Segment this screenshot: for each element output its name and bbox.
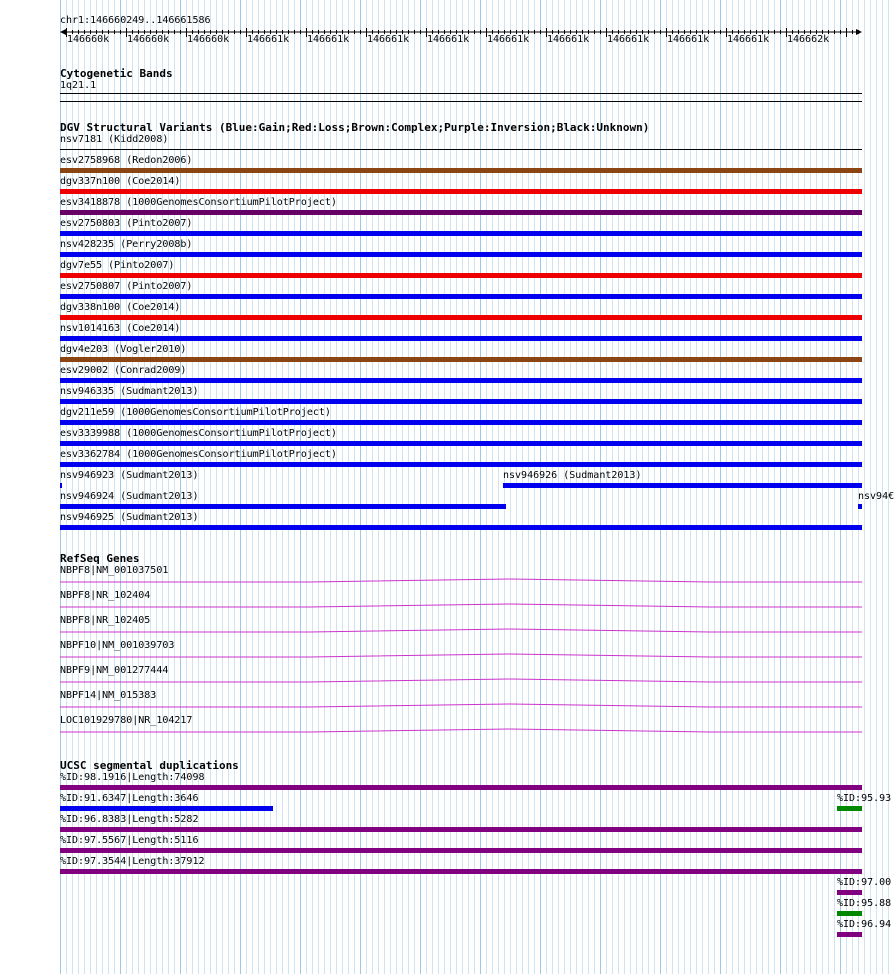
variant-label[interactable]: nsv946926 (Sudmant2013) bbox=[503, 470, 642, 481]
variant-label-truncated[interactable]: nsv94€ bbox=[858, 491, 894, 502]
segdup-bar[interactable] bbox=[60, 869, 862, 874]
gene-label[interactable]: NBPF9|NM_001277444 bbox=[60, 665, 169, 676]
variant-label[interactable]: esv2750807 (Pinto2007) bbox=[60, 281, 193, 292]
segdup-bar[interactable] bbox=[60, 806, 273, 811]
variant-bar[interactable] bbox=[60, 168, 862, 173]
segdup-label[interactable]: %ID:96.8383|Length:5282 bbox=[60, 814, 199, 825]
variant-label[interactable]: dgv337n100 (Coe2014) bbox=[60, 176, 181, 187]
ruler-tick-label: 146661k bbox=[727, 34, 770, 45]
variant-bar[interactable] bbox=[60, 462, 862, 467]
gene-label[interactable]: LOC101929780|NR_104217 bbox=[60, 715, 193, 726]
variant-bar[interactable] bbox=[60, 273, 862, 278]
cytoband-track-line-lower bbox=[60, 101, 862, 102]
ruler-tick-label: 146661k bbox=[307, 34, 350, 45]
gene-label[interactable]: NBPF8|NR_102404 bbox=[60, 590, 151, 601]
variant-label[interactable]: esv29002 (Conrad2009) bbox=[60, 365, 187, 376]
gene-intron-line bbox=[60, 604, 862, 607]
variant-label[interactable]: esv3418878 (1000GenomesConsortiumPilotProject) bbox=[60, 197, 337, 208]
segdup-label-right[interactable]: %ID:95.93 bbox=[837, 793, 892, 804]
segdup-bar[interactable] bbox=[60, 827, 862, 832]
gene-label[interactable]: NBPF8|NR_102405 bbox=[60, 615, 151, 626]
variant-bar[interactable] bbox=[60, 336, 862, 341]
variant-bar[interactable] bbox=[60, 294, 862, 299]
gene-intron-line bbox=[60, 729, 862, 732]
gene-intron-line bbox=[60, 704, 862, 707]
ruler-tick-label: 146661k bbox=[547, 34, 590, 45]
ruler-tick-label: 146661k bbox=[487, 34, 530, 45]
variant-bar[interactable] bbox=[60, 399, 862, 404]
segdup-label-right[interactable]: %ID:97.00 bbox=[837, 877, 892, 888]
gene-model[interactable] bbox=[60, 675, 862, 685]
variant-label[interactable]: dgv7e55 (Pinto2007) bbox=[60, 260, 175, 271]
gene-model[interactable] bbox=[60, 700, 862, 710]
variant-bar[interactable] bbox=[60, 252, 862, 257]
ruler-tick-label: 146660k bbox=[67, 34, 110, 45]
gene-model[interactable] bbox=[60, 575, 862, 585]
segdup-bar-right[interactable] bbox=[837, 932, 862, 937]
variant-bar[interactable] bbox=[60, 210, 862, 215]
segdup-label-right[interactable]: %ID:96.94 bbox=[837, 919, 892, 930]
variant-bar[interactable] bbox=[858, 504, 862, 509]
variant-label[interactable]: nsv946923 (Sudmant2013) bbox=[60, 470, 199, 481]
variant-label[interactable]: nsv1014163 (Coe2014) bbox=[60, 323, 181, 334]
segdup-bar-right[interactable] bbox=[837, 890, 862, 895]
ruler-tick-label: 146661k bbox=[607, 34, 650, 45]
gene-intron-line bbox=[60, 629, 862, 632]
segdup-track-title: UCSC segmental duplications bbox=[60, 759, 239, 772]
variant-label[interactable]: nsv946335 (Sudmant2013) bbox=[60, 386, 199, 397]
cytoband-label[interactable]: 1q21.1 bbox=[60, 80, 97, 91]
gene-label[interactable]: NBPF14|NM_015383 bbox=[60, 690, 157, 701]
coordinates-label: chr1:146660249..146661586 bbox=[60, 15, 211, 26]
segdup-label[interactable]: %ID:98.1916|Length:74098 bbox=[60, 772, 205, 783]
gene-intron-line bbox=[60, 679, 862, 682]
gene-model[interactable] bbox=[60, 725, 862, 735]
ruler-tick-label: 146660k bbox=[187, 34, 230, 45]
variant-label[interactable]: esv2758968 (Redon2006) bbox=[60, 155, 193, 166]
variant-bar[interactable] bbox=[503, 483, 862, 488]
segdup-bar-right[interactable] bbox=[837, 806, 862, 811]
ruler-tick-label: 146662k bbox=[787, 34, 830, 45]
variant-label[interactable]: nsv946924 (Sudmant2013) bbox=[60, 491, 199, 502]
ruler-tick-label: 146660k bbox=[127, 34, 170, 45]
variant-label[interactable]: esv3362784 (1000GenomesConsortiumPilotProject) bbox=[60, 449, 337, 460]
dgv-track-title: DGV Structural Variants (Blue:Gain;Red:Loss;Brown:Complex;Purple:Inversion;Black:Unknown) bbox=[60, 121, 650, 134]
variant-line[interactable] bbox=[60, 149, 862, 150]
variant-bar[interactable] bbox=[60, 504, 506, 509]
variant-bar[interactable] bbox=[60, 483, 62, 488]
ruler-tick-label: 146661k bbox=[667, 34, 710, 45]
variant-label[interactable]: esv3339988 (1000GenomesConsortiumPilotProject) bbox=[60, 428, 337, 439]
gene-label[interactable]: NBPF8|NM_001037501 bbox=[60, 565, 169, 576]
variant-bar[interactable] bbox=[60, 441, 862, 446]
variant-bar[interactable] bbox=[60, 315, 862, 320]
cytoband-track-line bbox=[60, 93, 862, 94]
gene-model[interactable] bbox=[60, 625, 862, 635]
segdup-bar-right[interactable] bbox=[837, 911, 862, 916]
variant-bar[interactable] bbox=[60, 525, 862, 530]
variant-bar[interactable] bbox=[60, 231, 862, 236]
variant-label[interactable]: dgv211e59 (1000GenomesConsortiumPilotProject) bbox=[60, 407, 331, 418]
ruler-tick-label: 146661k bbox=[247, 34, 290, 45]
variant-label[interactable]: dgv338n100 (Coe2014) bbox=[60, 302, 181, 313]
segdup-label[interactable]: %ID:91.6347|Length:3646 bbox=[60, 793, 199, 804]
variant-bar[interactable] bbox=[60, 420, 862, 425]
variant-bar[interactable] bbox=[60, 378, 862, 383]
segdup-label[interactable]: %ID:97.3544|Length:37912 bbox=[60, 856, 205, 867]
variant-label[interactable]: nsv946925 (Sudmant2013) bbox=[60, 512, 199, 523]
variant-label[interactable]: nsv7181 (Kidd2008) bbox=[60, 134, 169, 145]
gene-label[interactable]: NBPF10|NM_001039703 bbox=[60, 640, 175, 651]
gene-intron-line bbox=[60, 579, 862, 582]
refseq-track-title: RefSeq Genes bbox=[60, 552, 140, 565]
ruler-tick-label: 146661k bbox=[427, 34, 470, 45]
variant-label[interactable]: nsv428235 (Perry2008b) bbox=[60, 239, 193, 250]
gene-intron-line bbox=[60, 654, 862, 657]
cytobands-title: Cytogenetic Bands bbox=[60, 67, 173, 80]
ruler-tick-label: 146661k bbox=[367, 34, 410, 45]
segdup-bar[interactable] bbox=[60, 848, 862, 853]
segdup-bar[interactable] bbox=[60, 785, 862, 790]
segdup-label[interactable]: %ID:97.5567|Length:5116 bbox=[60, 835, 199, 846]
variant-label[interactable]: esv2750803 (Pinto2007) bbox=[60, 218, 193, 229]
segdup-label-right[interactable]: %ID:95.88 bbox=[837, 898, 892, 909]
gene-model[interactable] bbox=[60, 650, 862, 660]
gene-model[interactable] bbox=[60, 600, 862, 610]
variant-bar[interactable] bbox=[60, 357, 862, 362]
variant-label[interactable]: dgv4e203 (Vogler2010) bbox=[60, 344, 187, 355]
variant-bar[interactable] bbox=[60, 189, 862, 194]
